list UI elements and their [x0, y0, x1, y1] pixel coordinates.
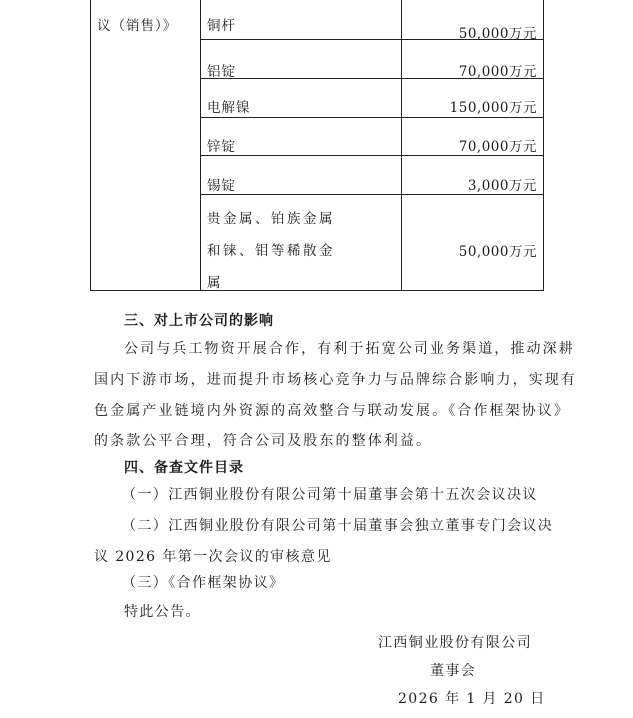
product-name: 贵金属、铂族金属和铼、钼等稀散金属 — [207, 211, 335, 291]
agreement-name-cell: 议（销售）》 — [97, 18, 178, 34]
document-item: （一）江西铜业股份有限公司第十届董事会第十五次会议决议 — [122, 487, 538, 503]
table-row — [201, 118, 543, 156]
product-amount: 70,000万元 — [458, 64, 537, 80]
product-name: 锌锭 — [207, 139, 236, 155]
closing-text: 特此公告。 — [124, 604, 201, 620]
product-name: 铝锭 — [207, 64, 236, 80]
document-item-continued: 议 2026 年第一次会议的审核意见 — [94, 549, 332, 565]
section-heading-documents: 四、备查文件目录 — [124, 460, 244, 476]
product-name: 电解镍 — [207, 100, 251, 116]
paragraph-line: 国内下游市场，进而提升市场核心竞争力与品牌综合影响力，实现有 — [94, 372, 577, 388]
product-name: 铜杆 — [207, 18, 236, 34]
product-amount: 150,000万元 — [449, 100, 537, 116]
section-heading-impact: 三、对上市公司的影响 — [124, 313, 274, 329]
signature-company: 江西铜业股份有限公司 — [378, 635, 532, 651]
document-item: （三）《合作框架协议》 — [122, 575, 285, 591]
table-column-divider — [401, 0, 402, 290]
table-row — [201, 156, 543, 195]
signature-board: 董事会 — [430, 663, 477, 679]
product-amount: 50,000万元 — [458, 26, 537, 42]
table-row — [201, 195, 543, 291]
table-row — [201, 40, 543, 79]
table-row — [201, 79, 543, 118]
paragraph-line: 的条款公平合理，符合公司及股东的整体利益。 — [94, 433, 433, 449]
paragraph-line: 色金属产业链境内外资源的高效整合与联动发展。《合作框架协议》 — [94, 403, 570, 419]
document-item: （二）江西铜业股份有限公司第十届董事会独立董事专门会议决 — [122, 518, 554, 534]
product-amount: 3,000万元 — [467, 178, 537, 194]
paragraph-line: 公司与兵工物资开展合作，有利于拓宽公司业务渠道，推动深耕 — [124, 341, 575, 357]
product-amount: 50,000万元 — [458, 244, 537, 260]
table-row — [201, 0, 543, 40]
signature-date: 2026 年 1 月 20 日 — [398, 691, 546, 707]
product-name: 锡锭 — [207, 178, 236, 194]
table-rows — [201, 0, 543, 290]
product-amount-table — [90, 0, 544, 291]
table-first-column — [91, 0, 201, 290]
product-amount: 70,000万元 — [458, 139, 537, 155]
